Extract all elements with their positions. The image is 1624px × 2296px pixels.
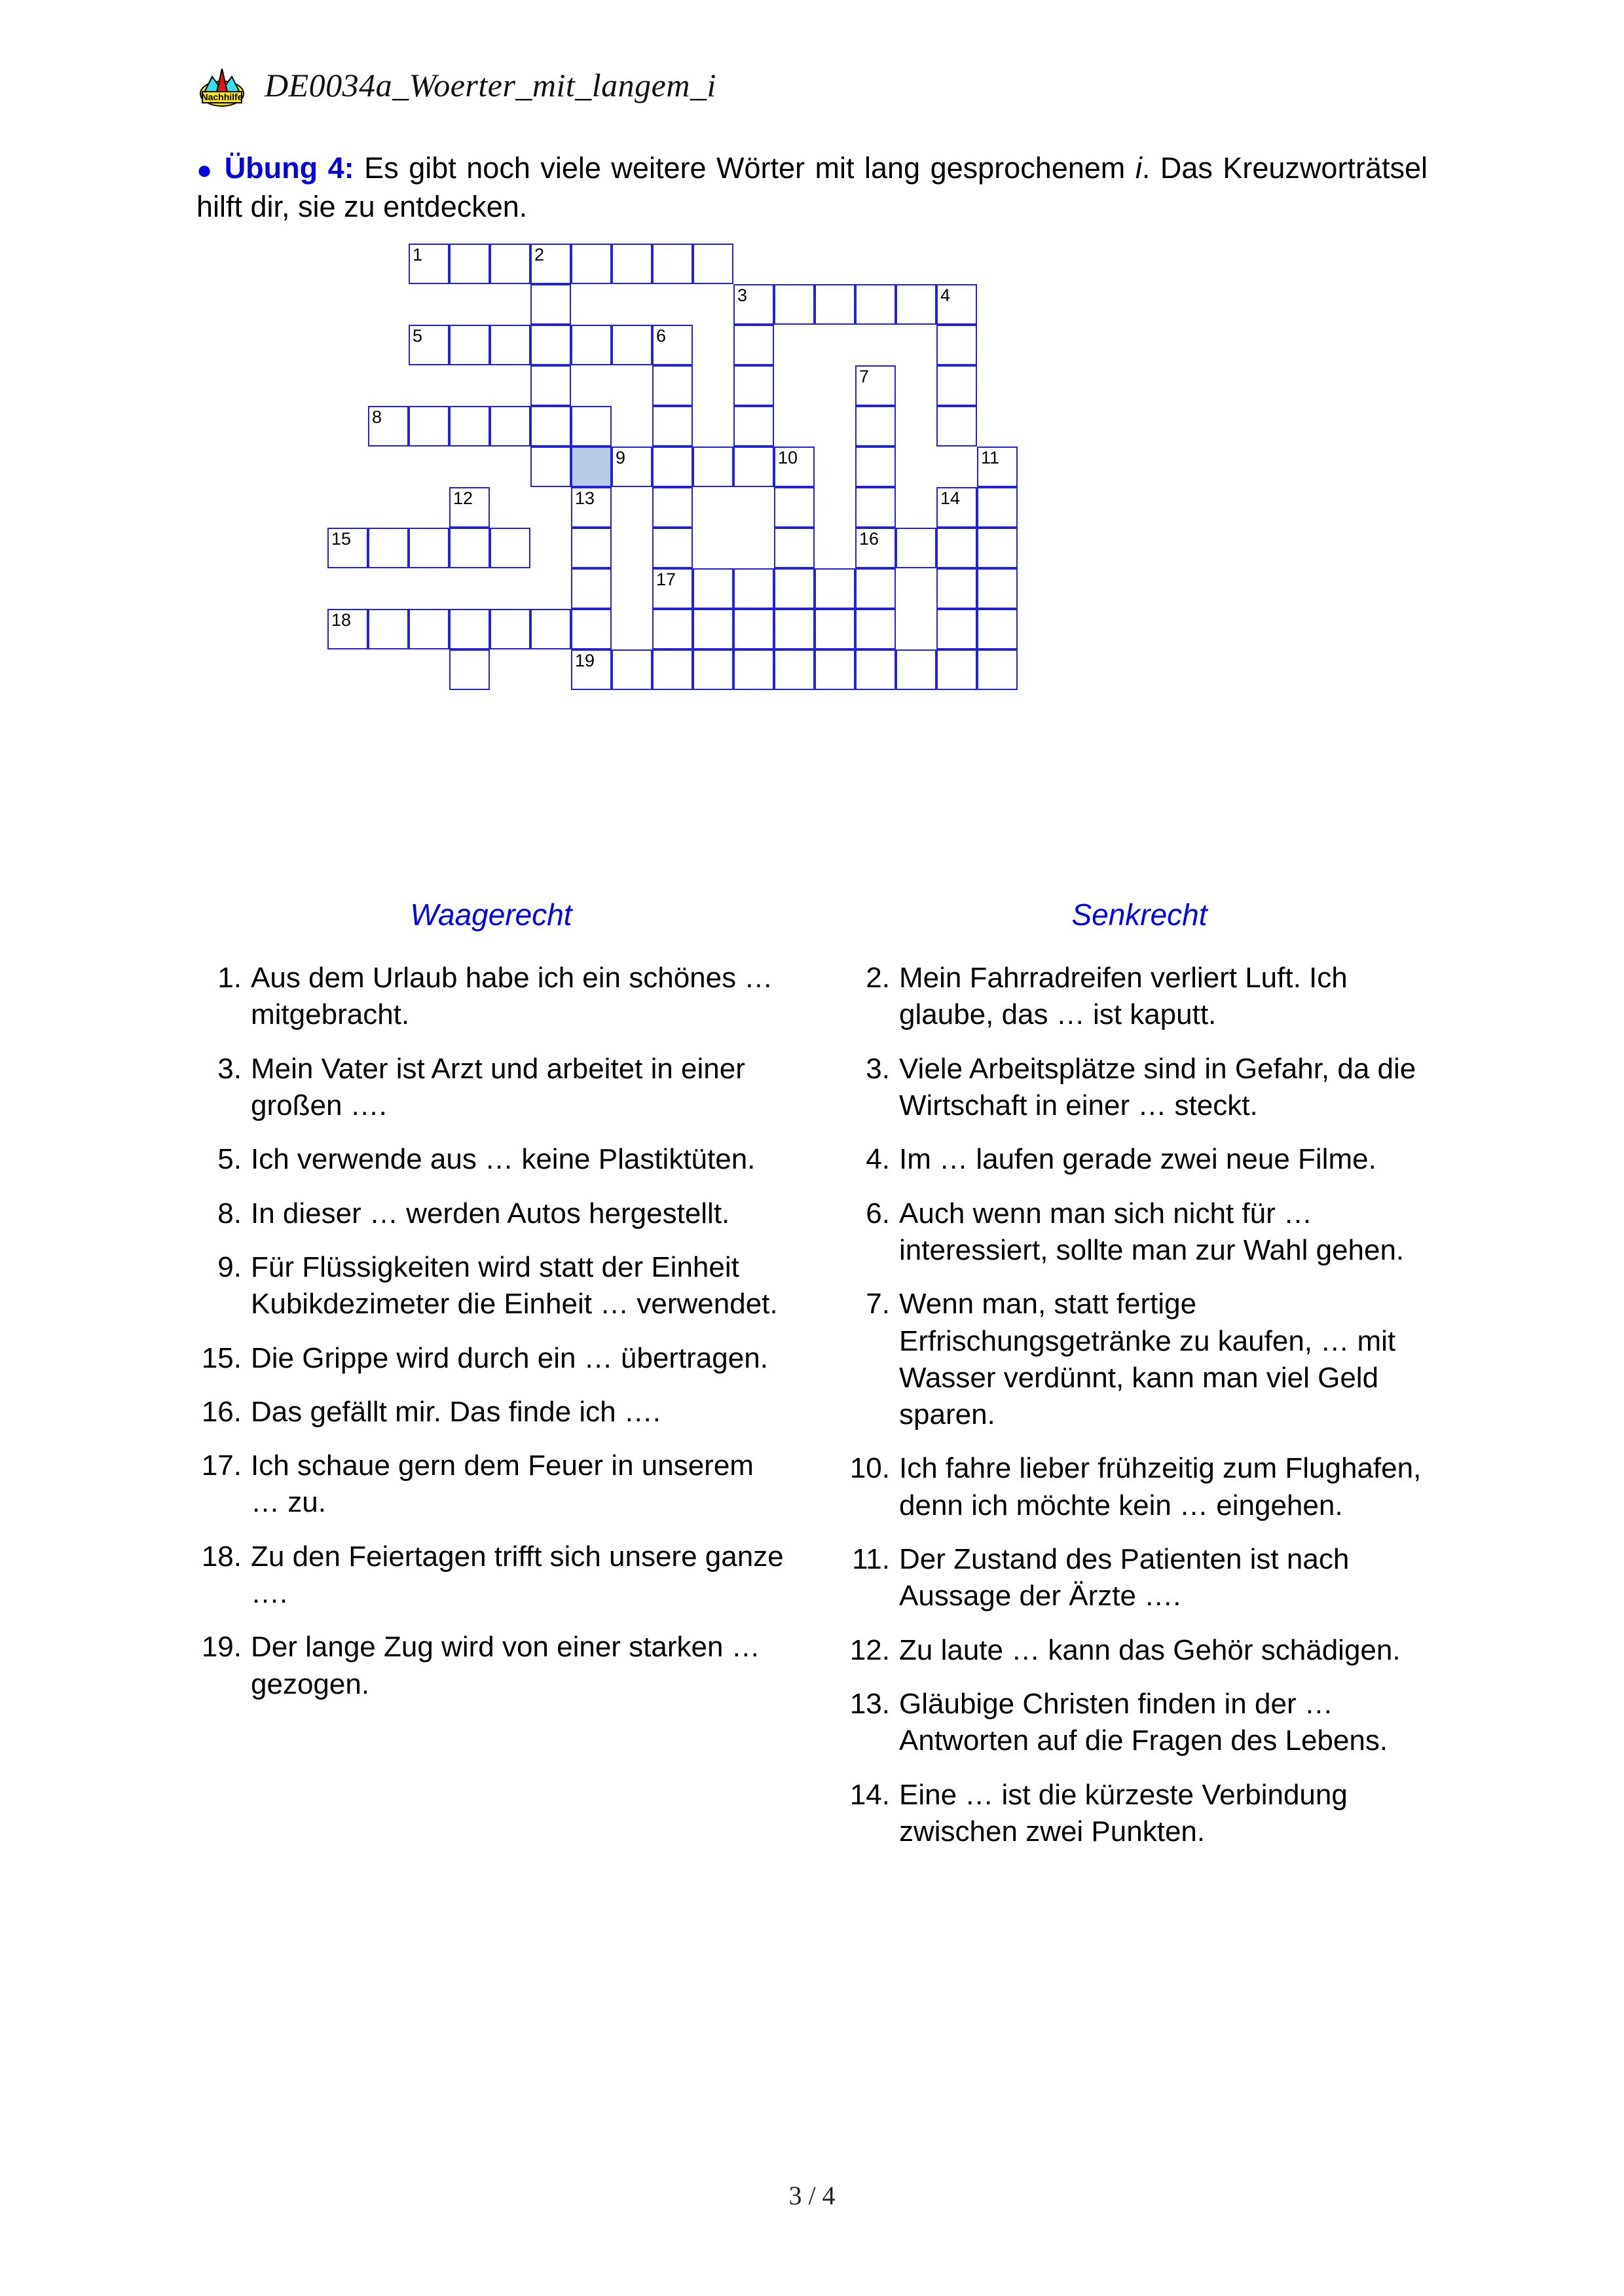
- clue-number: 3.: [866, 1052, 890, 1085]
- document-header: [196, 62, 716, 108]
- crossword-cell[interactable]: [652, 487, 693, 528]
- clue-number: 7.: [866, 1288, 890, 1321]
- crossword-cell[interactable]: [815, 568, 855, 609]
- crossword-cell[interactable]: [815, 649, 855, 690]
- down-clue-item: [841, 1777, 1437, 1851]
- clue-text: Ich schaue gern dem Feuer in unserem … zu.: [251, 1449, 754, 1519]
- crossword-cell[interactable]: [815, 609, 855, 649]
- crossword-cell[interactable]: [490, 609, 530, 649]
- crossword-cell[interactable]: [936, 528, 977, 568]
- crossword-cell[interactable]: [896, 284, 936, 325]
- crossword-cell[interactable]: [855, 365, 896, 406]
- crossword-cell[interactable]: [733, 609, 774, 649]
- clues-section: [193, 897, 1437, 1867]
- crossword-cell[interactable]: [652, 325, 693, 365]
- clue-text: Ich fahre lieber frühzeitig zum Flughafen, denn ich möchte kein … eingehen.: [899, 1452, 1422, 1522]
- crossword-cell[interactable]: [490, 406, 530, 446]
- clue-number-15: 15: [331, 529, 352, 549]
- crossword-cell[interactable]: [855, 528, 896, 568]
- down-clue-item: [841, 1195, 1437, 1269]
- crossword-cell[interactable]: [855, 568, 896, 609]
- crossword-cell[interactable]: [409, 609, 449, 649]
- clue-number: 13.: [849, 1688, 890, 1720]
- clue-number-10: 10: [778, 448, 798, 467]
- crossword-cell[interactable]: [530, 406, 571, 446]
- bullet-icon: ●: [196, 156, 215, 185]
- crossword-container: [327, 244, 1323, 833]
- down-clue-item: [841, 1686, 1437, 1760]
- down-clue-item: [841, 1051, 1437, 1125]
- crossword-cell[interactable]: [530, 325, 571, 365]
- clue-number: 19.: [201, 1631, 242, 1664]
- clue-text: Mein Fahrradreifen verliert Luft. Ich glaube, das … ist kaputt.: [899, 962, 1348, 1031]
- crossword-cell[interactable]: [530, 365, 571, 406]
- crossword-cell[interactable]: [774, 528, 815, 568]
- clue-text: Die Grippe wird durch ein … übertragen.: [251, 1341, 768, 1374]
- across-clue-list: [193, 960, 789, 1703]
- down-clue-item: [841, 1450, 1437, 1524]
- clue-number-2: 2: [534, 245, 545, 264]
- crossword-cell[interactable]: [612, 446, 652, 487]
- crossword-cell[interactable]: [612, 325, 652, 365]
- clue-number: 18.: [201, 1540, 242, 1573]
- clue-number: 15.: [201, 1341, 242, 1374]
- crossword-cell[interactable]: [936, 568, 977, 609]
- clue-number-6: 6: [656, 326, 667, 346]
- clue-number-9: 9: [616, 448, 626, 467]
- crossword-cell[interactable]: [530, 284, 571, 325]
- clue-number-18: 18: [331, 610, 352, 630]
- crossword-cell[interactable]: [774, 487, 815, 528]
- crossword-cell[interactable]: [652, 649, 693, 690]
- crossword-cell[interactable]: [855, 284, 896, 325]
- crossword-cell[interactable]: [855, 609, 896, 649]
- across-clue-item: [193, 1448, 789, 1522]
- crossword-cell[interactable]: [936, 609, 977, 649]
- crossword-cell[interactable]: [409, 528, 449, 568]
- crossword-cell[interactable]: [368, 609, 409, 649]
- down-clue-item: [841, 1632, 1437, 1669]
- crossword-cell[interactable]: [490, 244, 530, 284]
- clue-number-17: 17: [656, 570, 676, 589]
- crossword-cell[interactable]: [652, 609, 693, 649]
- clue-text: Mein Vater ist Arzt und arbeitet in einer großen ….: [251, 1052, 745, 1121]
- clue-text: Zu laute … kann das Gehör schädigen.: [899, 1633, 1401, 1666]
- intro-emphasis: i: [1135, 151, 1142, 185]
- down-clue-item: [841, 1286, 1437, 1433]
- clue-text: Das gefällt mir. Das finde ich ….: [251, 1395, 661, 1428]
- crossword-cell[interactable]: [936, 325, 977, 365]
- crossword-cell[interactable]: [936, 406, 977, 446]
- clue-number: 9.: [217, 1250, 242, 1283]
- across-clue-item: [193, 1539, 789, 1613]
- crossword-cell[interactable]: [855, 487, 896, 528]
- intro-text-after: . Das Kreuzworträtsel hilft dir, sie zu entdecken.: [196, 151, 1428, 223]
- crossword-cell[interactable]: [896, 528, 936, 568]
- clue-number: 12.: [849, 1633, 890, 1666]
- clue-number-7: 7: [859, 367, 870, 386]
- crossword-cell[interactable]: [855, 406, 896, 446]
- crossword-cell[interactable]: [571, 568, 612, 609]
- clue-text: In dieser … werden Autos hergestellt.: [251, 1197, 730, 1230]
- clue-number: 5.: [217, 1143, 242, 1176]
- crossword-cell[interactable]: [977, 487, 1018, 528]
- across-clue-item: [193, 1249, 789, 1323]
- clue-text: Der lange Zug wird von einer starken … gezogen.: [251, 1631, 760, 1700]
- crossword-cell[interactable]: [936, 365, 977, 406]
- crossword-cell[interactable]: [855, 446, 896, 487]
- crossword-cell[interactable]: [652, 528, 693, 568]
- down-clue-item: [841, 960, 1437, 1034]
- down-heading: Senkrecht: [1071, 898, 1208, 932]
- down-clue-item: [841, 1141, 1437, 1178]
- clue-number: 1.: [217, 962, 242, 994]
- crossword-cell[interactable]: [652, 365, 693, 406]
- crossword-cell[interactable]: [449, 649, 490, 690]
- clue-number: 3.: [217, 1052, 242, 1085]
- crossword-cell[interactable]: [733, 284, 774, 325]
- crossword-cell[interactable]: [855, 649, 896, 690]
- crossword-cell[interactable]: [774, 568, 815, 609]
- clue-text: Auch wenn man sich nicht für … interessiert, sollte man zur Wahl gehen.: [899, 1197, 1405, 1266]
- crossword-cell[interactable]: [449, 406, 490, 446]
- crossword-cell[interactable]: [652, 406, 693, 446]
- crossword-cell[interactable]: [896, 649, 936, 690]
- crossword-cell[interactable]: [530, 609, 571, 649]
- clue-number-16: 16: [859, 529, 879, 549]
- crossword-cell[interactable]: [449, 487, 490, 528]
- crossword-cell[interactable]: [693, 244, 733, 284]
- down-clue-list: [841, 960, 1437, 1850]
- crossword-cell[interactable]: [449, 609, 490, 649]
- crossword-cell[interactable]: [571, 609, 612, 649]
- crossword-cell[interactable]: [409, 244, 449, 284]
- crossword-cell[interactable]: [652, 244, 693, 284]
- across-clue-item: [193, 1051, 789, 1125]
- clue-number-19: 19: [575, 651, 595, 670]
- crossword-cell[interactable]: [652, 446, 693, 487]
- clue-text: Gläubige Christen finden in der … Antworten auf die Fragen des Lebens.: [899, 1688, 1388, 1757]
- clue-text: Im … laufen gerade zwei neue Filme.: [899, 1143, 1376, 1176]
- crossword-cell[interactable]: [693, 568, 733, 609]
- across-clue-item: [193, 1141, 789, 1178]
- crossword-cell[interactable]: [571, 244, 612, 284]
- clue-number: 2.: [866, 962, 890, 994]
- crossword-cell[interactable]: [774, 446, 815, 487]
- clue-number-4: 4: [940, 285, 951, 305]
- mountain-logo-icon: [196, 62, 248, 108]
- clue-number-3: 3: [737, 285, 748, 305]
- crossword-cell[interactable]: [774, 649, 815, 690]
- crossword-cell[interactable]: [571, 446, 612, 487]
- crossword-cell[interactable]: [571, 325, 612, 365]
- crossword-cell[interactable]: [936, 649, 977, 690]
- crossword-cell[interactable]: [693, 609, 733, 649]
- across-heading: Waagerecht: [410, 898, 572, 932]
- clue-number: 4.: [866, 1143, 890, 1176]
- crossword-cell[interactable]: [571, 487, 612, 528]
- crossword-cell[interactable]: [693, 446, 733, 487]
- clue-number-8: 8: [372, 407, 382, 427]
- crossword-cell[interactable]: [733, 568, 774, 609]
- crossword-cell[interactable]: [733, 325, 774, 365]
- crossword-cell[interactable]: [977, 649, 1018, 690]
- crossword-cell[interactable]: [733, 365, 774, 406]
- clue-text: Für Flüssigkeiten wird statt der Einheit Kubikdezimeter die Einheit … verwendet.: [251, 1250, 778, 1321]
- crossword-cell[interactable]: [733, 649, 774, 690]
- clue-text: Ich verwende aus … keine Plastiktüten.: [251, 1143, 756, 1176]
- crossword-cell[interactable]: [571, 528, 612, 568]
- crossword-cell[interactable]: [327, 609, 368, 649]
- crossword-cell[interactable]: [936, 284, 977, 325]
- crossword-cell[interactable]: [368, 406, 409, 446]
- across-column: [193, 897, 789, 1720]
- clue-number: 17.: [201, 1449, 242, 1482]
- down-clue-item: [841, 1541, 1437, 1615]
- page-number: 3 / 4: [788, 2181, 836, 2210]
- crossword-cell[interactable]: [612, 244, 652, 284]
- crossword-cell[interactable]: [815, 284, 855, 325]
- clue-text: Aus dem Urlaub habe ich ein schönes … mitgebracht.: [251, 962, 773, 1031]
- exercise-label: Übung 4:: [224, 151, 354, 185]
- crossword-cell[interactable]: [490, 325, 530, 365]
- down-column: [841, 897, 1437, 1867]
- crossword-cell[interactable]: [449, 244, 490, 284]
- clue-number: 11.: [852, 1543, 890, 1576]
- crossword-cell[interactable]: [409, 406, 449, 446]
- clue-text: Viele Arbeitsplätze sind in Gefahr, da die Wirtschaft in einer … steckt.: [899, 1052, 1416, 1121]
- crossword-cell[interactable]: [409, 325, 449, 365]
- crossword-cell[interactable]: [977, 568, 1018, 609]
- across-clue-item: [193, 1340, 789, 1377]
- clue-text: Wenn man, statt fertige Erfrischungsgetränke zu kaufen, … mit Wasser verdünnt, kann man viel Geld sparen.: [899, 1288, 1396, 1431]
- crossword-cell[interactable]: [652, 568, 693, 609]
- crossword-cell[interactable]: [449, 325, 490, 365]
- exercise-intro: [196, 149, 1428, 226]
- across-clue-item: [193, 1629, 789, 1703]
- across-clue-item: [193, 960, 789, 1034]
- crossword-cell[interactable]: [368, 528, 409, 568]
- clue-number-11: 11: [981, 448, 1000, 467]
- crossword-cell[interactable]: [571, 649, 612, 690]
- clue-number: 6.: [866, 1197, 890, 1230]
- crossword-cell[interactable]: [571, 406, 612, 446]
- crossword-cell[interactable]: [530, 244, 571, 284]
- crossword-cell[interactable]: [612, 649, 652, 690]
- clue-number-1: 1: [413, 245, 423, 264]
- across-clue-item: [193, 1394, 789, 1430]
- logo-text: Nachhilfe: [201, 92, 243, 102]
- clue-number: 16.: [201, 1395, 242, 1428]
- crossword-cell[interactable]: [977, 528, 1018, 568]
- clue-text: Eine … ist die kürzeste Verbindung zwischen zwei Punkten.: [899, 1778, 1348, 1848]
- intro-text-before: Es gibt noch viele weitere Wörter mit lang gesprochenem: [354, 151, 1135, 185]
- document-title: DE0034a_Woerter_mit_langem_i: [265, 67, 716, 103]
- crossword-cell[interactable]: [977, 609, 1018, 649]
- crossword-cell[interactable]: [774, 284, 815, 325]
- clue-number-5: 5: [413, 326, 423, 346]
- clue-text: Zu den Feiertagen trifft sich unsere ganze ….: [251, 1540, 784, 1610]
- clue-text: Der Zustand des Patienten ist nach Aussage der Ärzte ….: [899, 1543, 1350, 1613]
- crossword-cell[interactable]: [327, 528, 368, 568]
- clue-number-14: 14: [940, 488, 961, 508]
- clue-number: 14.: [849, 1778, 890, 1811]
- clue-number: 10.: [849, 1452, 890, 1485]
- crossword-cell[interactable]: [490, 528, 530, 568]
- crossword-grid[interactable]: [327, 244, 1323, 833]
- across-clue-item: [193, 1195, 789, 1232]
- clue-number-12: 12: [453, 488, 473, 508]
- crossword-cell[interactable]: [693, 649, 733, 690]
- crossword-cell[interactable]: [449, 528, 490, 568]
- clue-number-13: 13: [575, 488, 595, 508]
- crossword-cell[interactable]: [977, 446, 1018, 487]
- crossword-cell[interactable]: [530, 446, 571, 487]
- crossword-cell[interactable]: [774, 609, 815, 649]
- clue-number: 8.: [217, 1197, 242, 1230]
- crossword-cell[interactable]: [733, 446, 774, 487]
- crossword-cell[interactable]: [733, 406, 774, 446]
- crossword-cell[interactable]: [936, 487, 977, 528]
